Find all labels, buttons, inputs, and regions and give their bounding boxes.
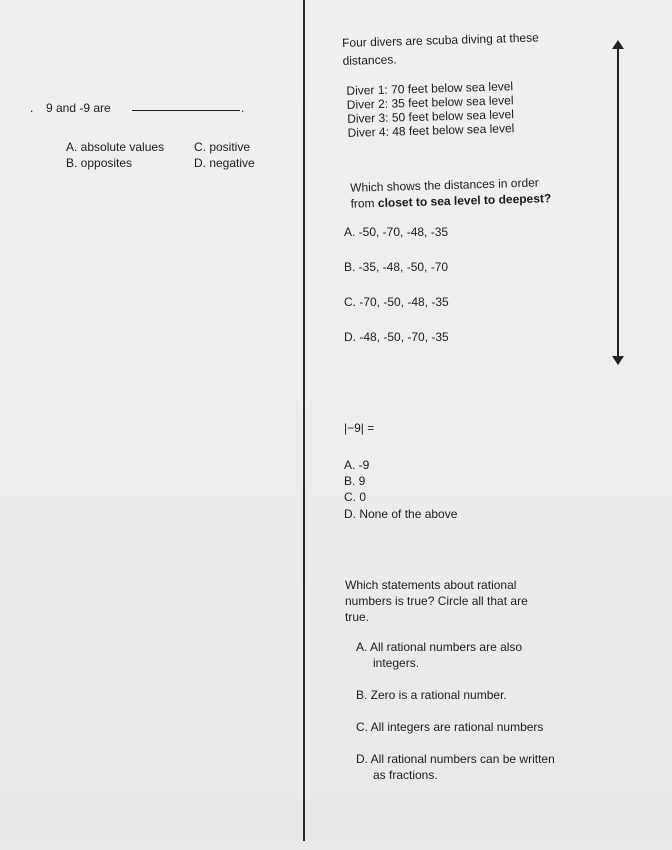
- option-d[interactable]: D. negative: [194, 156, 255, 170]
- diver-4-line: Diver 4: 48 feet below sea level: [347, 121, 515, 140]
- option-c[interactable]: C. positive: [194, 140, 251, 154]
- rational-question: true.: [345, 610, 370, 624]
- diver-1-line: Diver 1: 70 feet below sea level: [346, 79, 514, 98]
- order-option-c[interactable]: C. -70, -50, -48, -35: [344, 295, 449, 309]
- diver-3-line: Diver 3: 50 feet below sea level: [347, 107, 515, 126]
- question-period: .: [241, 101, 245, 115]
- depth-arrow-line: [617, 46, 619, 358]
- rational-option-b[interactable]: B. Zero is a rational number.: [356, 688, 507, 702]
- absolute-value-question: |−9| =: [344, 421, 375, 435]
- divers-intro: distances.: [342, 52, 397, 68]
- rational-option-a-cont[interactable]: integers.: [373, 656, 420, 670]
- rational-option-c[interactable]: C. All integers are rational numbers: [356, 720, 544, 734]
- opposites-question: 9 and -9 are: [46, 101, 111, 115]
- diver-2-line: Diver 2: 35 feet below sea level: [346, 93, 514, 112]
- arrow-down-icon: [612, 356, 624, 365]
- rational-question: Which statements about rational: [345, 578, 517, 592]
- absval-option-b[interactable]: B. 9: [344, 474, 366, 488]
- order-option-b[interactable]: B. -35, -48, -50, -70: [344, 260, 449, 274]
- order-question: Which shows the distances in order: [349, 175, 540, 195]
- absval-option-d[interactable]: D. None of the above: [344, 507, 458, 521]
- rational-option-a[interactable]: A. All rational numbers are also: [356, 640, 523, 654]
- option-a[interactable]: A. absolute values: [66, 140, 165, 154]
- absval-option-c[interactable]: C. 0: [344, 490, 367, 504]
- order-question: from closet to sea level to deepest?: [350, 191, 552, 211]
- rational-option-d-cont[interactable]: as fractions.: [373, 768, 438, 782]
- rational-option-d[interactable]: D. All rational numbers can be written: [356, 752, 555, 766]
- question-bullet: .: [30, 101, 34, 115]
- order-option-d[interactable]: D. -48, -50, -70, -35: [344, 330, 449, 344]
- divers-intro: Four divers are scuba diving at these: [341, 30, 539, 50]
- rational-question: numbers is true? Circle all that are: [345, 594, 528, 608]
- order-option-a[interactable]: A. -50, -70, -48, -35: [344, 225, 449, 239]
- option-b[interactable]: B. opposites: [66, 156, 133, 170]
- absval-option-a[interactable]: A. -9: [344, 458, 370, 472]
